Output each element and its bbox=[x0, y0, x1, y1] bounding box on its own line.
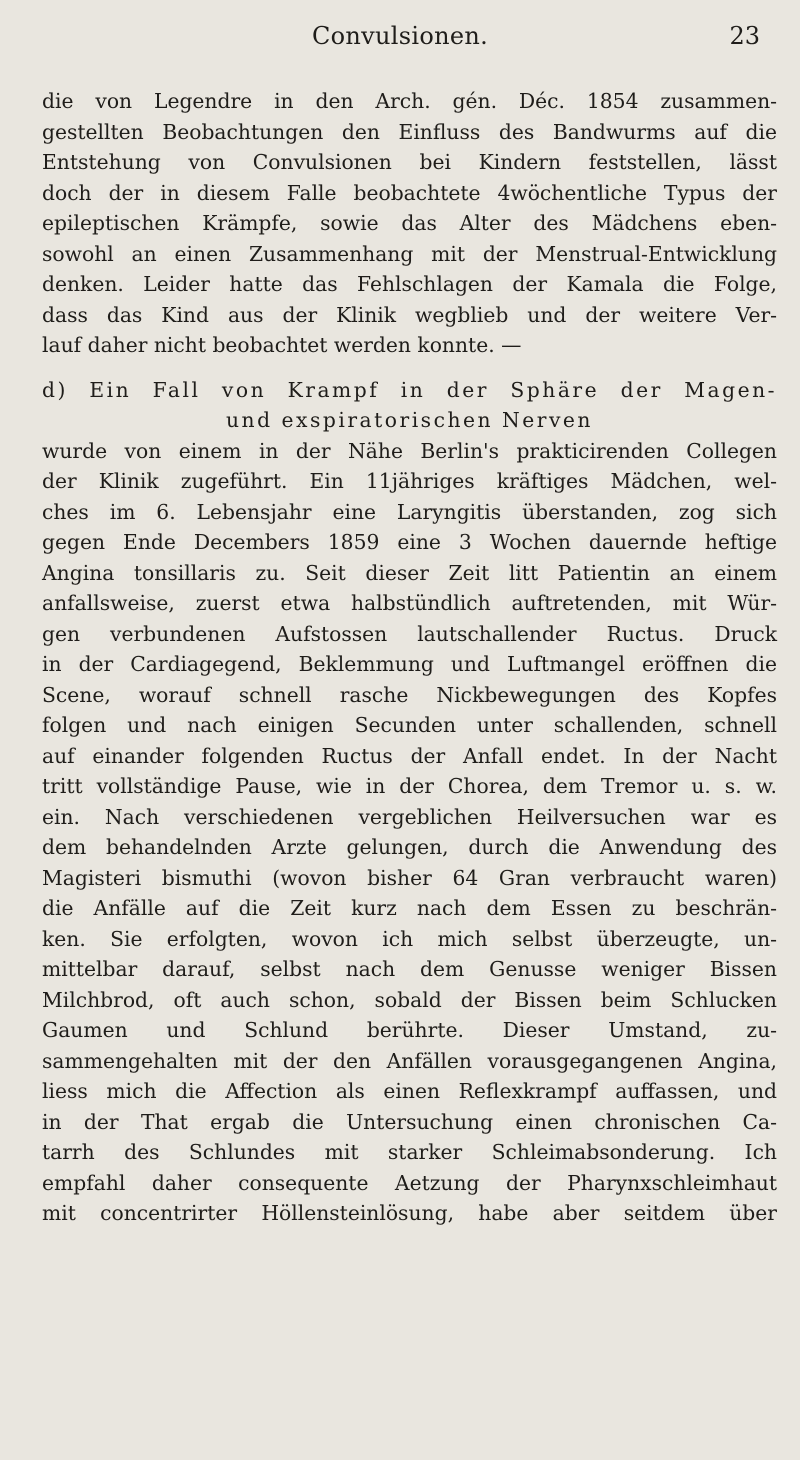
text-line: sammengehalten mit der den Anfällen vorausgegangenen Angina, bbox=[42, 1048, 777, 1073]
page-header bbox=[0, 18, 800, 58]
text-line: gestellten Beobachtungen den Einfluss des Bandwurms auf die bbox=[42, 119, 777, 144]
text-line: liess mich die Affection als einen Reflexkrampf auffassen, und bbox=[42, 1079, 777, 1103]
text-line: in der That ergab die Untersuchung einen chronischen Ca- bbox=[42, 1109, 777, 1134]
running-title: Convulsionen. bbox=[311, 22, 489, 50]
text-line: epileptischen Krämpfe, sowie das Alter des Mädchens eben- bbox=[42, 211, 777, 235]
text-line: die von Legendre in den Arch. gén. Déc. 1854 zusammen- bbox=[42, 89, 777, 113]
text-line: anfallsweise, zuerst etwa halbstündlich auftretenden, mit Wür- bbox=[42, 591, 777, 615]
text-line: doch der in diesem Falle beobachtete 4wöchentliche Typus der bbox=[42, 180, 777, 205]
text-line: folgen und nach einigen Secunden unter schallenden, schnell bbox=[42, 713, 777, 737]
text-line: ein. Nach verschiedenen vergeblichen Heilversuchen war es bbox=[42, 804, 777, 829]
text-line: empfahl daher consequente Aetzung der Pharynxschleimhaut bbox=[42, 1170, 777, 1195]
text-line: tritt vollständige Pause, wie in der Chorea, dem Tremor u. s. w. bbox=[42, 774, 777, 798]
text-line: Scene, worauf schnell rasche Nickbewegungen des Kopfes bbox=[42, 682, 777, 707]
text-line: gegen Ende Decembers 1859 eine 3 Wochen dauernde heftige bbox=[42, 530, 777, 554]
body-text bbox=[42, 86, 777, 1229]
text-line: mittelbar darauf, selbst nach dem Genusse weniger Bissen bbox=[42, 957, 777, 981]
paragraph-2 bbox=[42, 436, 777, 1229]
text-line: Milchbrod, oft auch schon, sobald der Bissen beim Schlucken bbox=[42, 987, 777, 1012]
text-line: auf einander folgenden Ructus der Anfall endet. In der Nacht bbox=[42, 743, 777, 768]
text-line: Angina tonsillaris zu. Seit dieser Zeit litt Patientin an einem bbox=[42, 560, 777, 585]
section-heading bbox=[42, 375, 777, 436]
text-line: denken. Leider hatte das Fehlschlagen der Kamala die Folge, bbox=[42, 272, 777, 296]
text-line: Magisteri bismuthi (wovon bisher 64 Gran verbraucht waren) bbox=[42, 865, 777, 890]
text-line: die Anfälle auf die Zeit kurz nach dem Essen zu beschrän- bbox=[42, 896, 777, 920]
text-line: ken. Sie erfolgten, wovon ich mich selbst überzeugte, un- bbox=[42, 926, 777, 951]
paragraph-1 bbox=[42, 86, 777, 361]
text-line: tarrh des Schlundes mit starker Schleimabsonderung. Ich bbox=[42, 1140, 777, 1164]
text-line: Entstehung von Convulsionen bei Kindern feststellen, lässt bbox=[42, 150, 777, 174]
text-line: in der Cardiagegend, Beklemmung und Luftmangel eröffnen die bbox=[42, 652, 777, 676]
text-line: lauf daher nicht beobachtet werden konnte. — bbox=[42, 333, 522, 357]
section-heading-line-2: und exspiratorischen Nerven bbox=[225, 408, 593, 432]
text-line: dass das Kind aus der Klinik wegblieb und der weitere Ver- bbox=[42, 302, 777, 327]
section-heading-line-1: d) Ein Fall von Krampf in der Sphäre der Magen- bbox=[42, 377, 777, 402]
text-line: dem behandelnden Arzte gelungen, durch die Anwendung des bbox=[42, 835, 777, 859]
text-line: ches im 6. Lebensjahr eine Laryngitis überstanden, zog sich bbox=[42, 499, 777, 524]
page-number: 23 bbox=[729, 22, 760, 50]
text-line: wurde von einem in der Nähe Berlin's prakticirenden Collegen bbox=[42, 438, 777, 463]
text-line: mit concentrirter Höllensteinlösung, habe aber seitdem über bbox=[42, 1201, 777, 1225]
text-line: der Klinik zugeführt. Ein 11jähriges kräftiges Mädchen, wel- bbox=[42, 469, 777, 493]
text-line: sowohl an einen Zusammenhang mit der Menstrual-Entwicklung bbox=[42, 241, 777, 266]
text-line: gen verbundenen Aufstossen lautschallender Ructus. Druck bbox=[42, 621, 777, 646]
text-line: Gaumen und Schlund berührte. Dieser Umstand, zu- bbox=[42, 1018, 777, 1042]
